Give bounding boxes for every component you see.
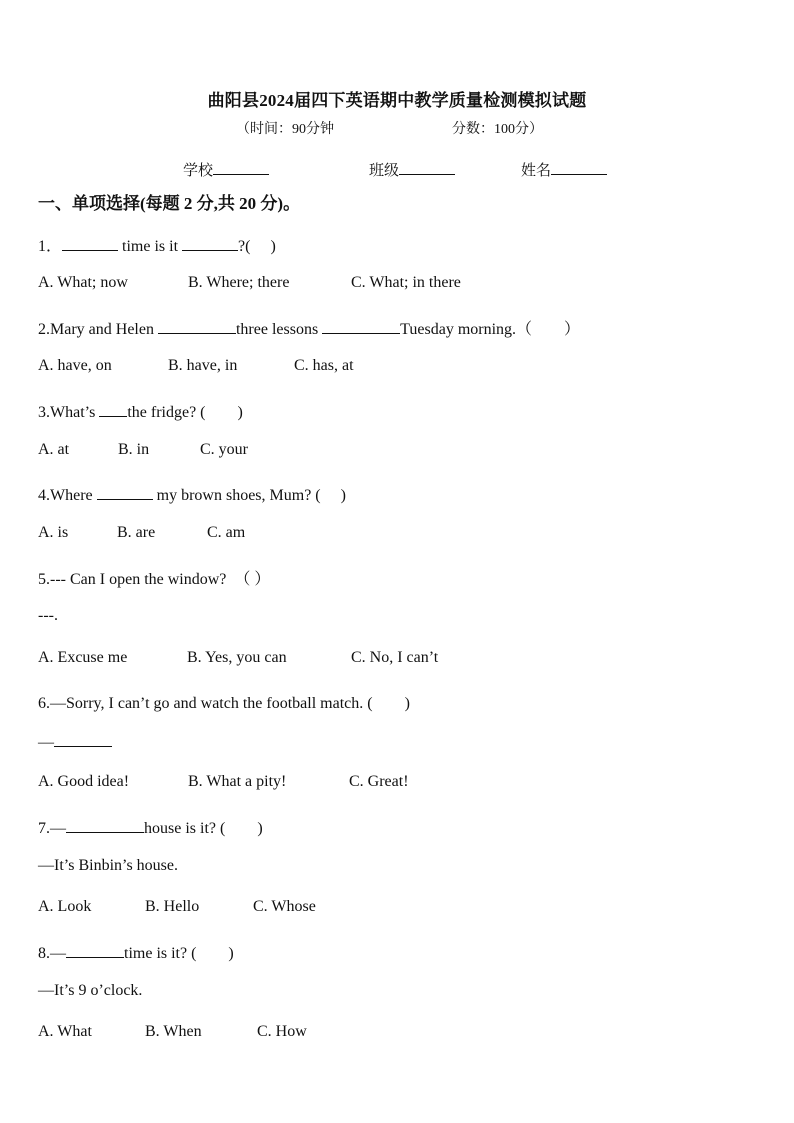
- q1-blank-2[interactable]: [182, 236, 238, 251]
- q2-text-a: 2.Mary and Helen: [38, 321, 154, 338]
- question-8: [38, 940, 234, 963]
- question-5: 5.--- Can I open the window? （ ）: [38, 571, 271, 588]
- q2-text-b: three lessons: [235, 321, 319, 338]
- q6-answer: [38, 732, 112, 752]
- q1-end: ?( ): [238, 238, 276, 255]
- q6-option-b[interactable]: B. What a pity!: [188, 773, 287, 790]
- q6-option-c[interactable]: C. Great!: [349, 773, 409, 790]
- q8-options: [38, 1023, 307, 1041]
- q7-options: [38, 898, 316, 916]
- class-field: [369, 159, 455, 180]
- exam-meta: [236, 118, 543, 138]
- q6-blank[interactable]: [54, 732, 112, 747]
- q1-option-a[interactable]: A. What; now: [38, 274, 128, 291]
- q7-text-a: 7.—: [38, 820, 66, 837]
- question-1: [38, 233, 276, 256]
- q8-option-a[interactable]: A. What: [38, 1023, 92, 1040]
- q8-blank[interactable]: [66, 943, 124, 958]
- q4-text-b: my brown shoes, Mum? ( ): [156, 487, 346, 504]
- q3-text-a: 3.What’s: [38, 404, 96, 421]
- q1-options: [38, 274, 461, 292]
- q5-options: [38, 649, 438, 667]
- exam-time: （时间：90分钟: [236, 122, 334, 137]
- q4-blank[interactable]: [97, 485, 153, 500]
- q2-text-c: Tuesday morning.（ ）: [400, 321, 581, 338]
- q5-answer: ---.: [38, 607, 58, 624]
- q4-option-a[interactable]: A. is: [38, 524, 69, 541]
- question-3: [38, 399, 243, 422]
- q8-option-b[interactable]: B. When: [145, 1023, 202, 1040]
- q7-option-c[interactable]: C. Whose: [253, 898, 316, 915]
- q7-option-a[interactable]: A. Look: [38, 898, 92, 915]
- q3-blank[interactable]: [99, 402, 127, 417]
- q6-options: [38, 773, 409, 791]
- q1-number: 1．: [38, 238, 63, 255]
- q7-blank[interactable]: [66, 818, 144, 833]
- q2-blank-1[interactable]: [158, 319, 236, 334]
- name-blank[interactable]: [551, 162, 607, 175]
- q8-text-b: time is it? ( ): [124, 945, 234, 962]
- q1-option-b[interactable]: B. Where; there: [188, 274, 290, 291]
- school-blank[interactable]: [213, 162, 269, 175]
- question-4: [38, 482, 346, 505]
- q3-option-b[interactable]: B. in: [118, 441, 150, 458]
- q5-option-a[interactable]: A. Excuse me: [38, 649, 128, 666]
- class-blank[interactable]: [399, 162, 455, 175]
- q4-text-a: 4.Where: [38, 487, 93, 504]
- question-7: [38, 815, 263, 838]
- q1-option-c[interactable]: C. What; in there: [351, 274, 461, 291]
- q8-answer: —It’s 9 o’clock.: [38, 982, 143, 999]
- q6-answer-dash: —: [38, 734, 54, 751]
- q7-option-b[interactable]: B. Hello: [145, 898, 200, 915]
- q3-options: [38, 441, 248, 459]
- name-field: [521, 159, 607, 180]
- q4-option-b[interactable]: B. are: [117, 524, 156, 541]
- q7-text-b: house is it? ( ): [144, 820, 263, 837]
- q2-option-c[interactable]: C. has, at: [294, 357, 354, 374]
- question-2: [38, 316, 580, 339]
- exam-score: 分数：100分）: [452, 122, 543, 137]
- q3-text-b: the fridge? ( ): [127, 404, 243, 421]
- q5-option-b[interactable]: B. Yes, you can: [187, 649, 287, 666]
- page-title: 曲阳县2024届四下英语期中教学质量检测模拟试题: [207, 91, 587, 110]
- class-label: 班级: [369, 163, 400, 179]
- q2-option-a[interactable]: A. have, on: [38, 357, 112, 374]
- q7-answer: —It’s Binbin’s house.: [38, 857, 179, 874]
- q8-text-a: 8.—: [38, 945, 66, 962]
- q6-option-a[interactable]: A. Good idea!: [38, 773, 130, 790]
- q1-text: time is it: [122, 238, 179, 255]
- q5-option-c[interactable]: C. No, I can’t: [351, 649, 439, 666]
- q2-blank-2[interactable]: [322, 319, 400, 334]
- q3-option-a[interactable]: A. at: [38, 441, 70, 458]
- q2-options: [38, 357, 354, 375]
- question-6: 6.—Sorry, I can’t go and watch the football match. ( ): [38, 695, 410, 712]
- q1-blank-1[interactable]: [62, 236, 118, 251]
- section-title: 一、单项选择(每题 2 分,共 20 分)。: [38, 194, 301, 213]
- q2-option-b[interactable]: B. have, in: [168, 357, 238, 374]
- q4-option-c[interactable]: C. am: [207, 524, 246, 541]
- q8-option-c[interactable]: C. How: [257, 1023, 307, 1040]
- q4-options: [38, 524, 245, 542]
- school-label: 学校: [183, 163, 214, 179]
- q3-option-c[interactable]: C. your: [200, 441, 248, 458]
- name-label: 姓名: [521, 163, 552, 179]
- school-field: [183, 159, 269, 180]
